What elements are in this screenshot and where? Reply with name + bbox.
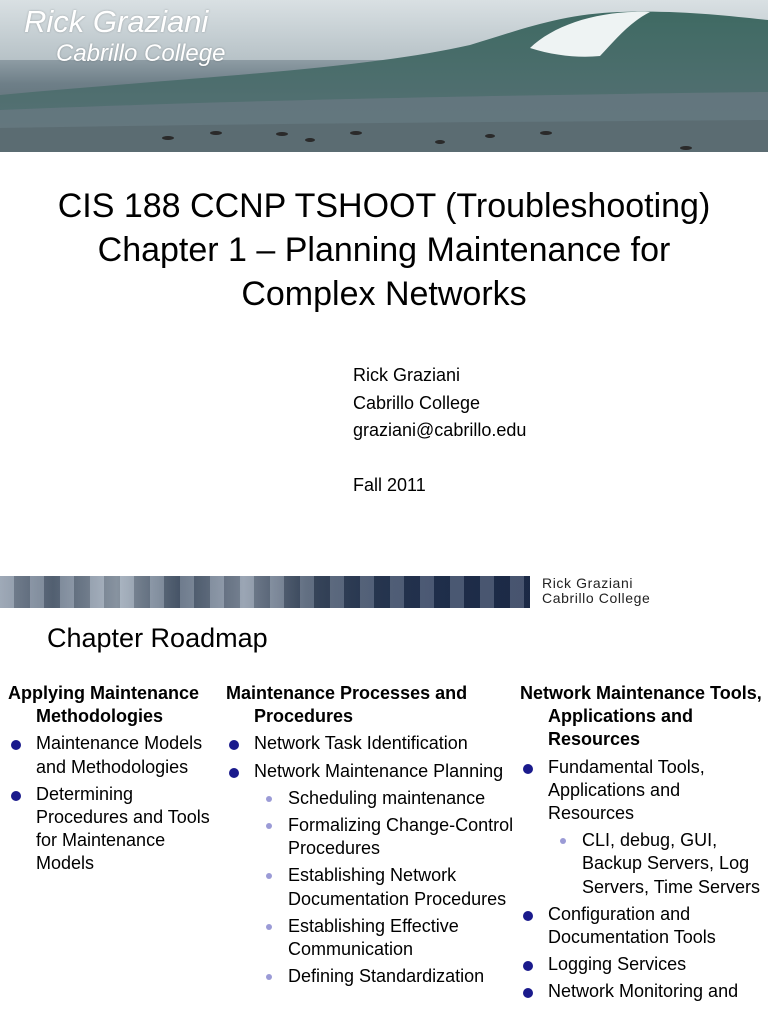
- title-line: Chapter 1 – Planning Maintenance for: [97, 231, 671, 269]
- roadmap-column-1: [8, 682, 218, 880]
- author-info: [353, 362, 526, 499]
- sub-bullet-icon: [266, 873, 272, 879]
- sub-list-item-text: Defining Standardization: [288, 966, 485, 987]
- list-item-text: Configuration and Documentation Tools: [548, 903, 716, 948]
- list-item-text: Fundamental Tools, Applications and Resources: [548, 756, 705, 824]
- list-item-text: Maintenance Models and Methodologies: [36, 733, 203, 777]
- info-email: graziani@cabrillo.edu: [353, 420, 527, 440]
- info-name: Rick Graziani: [353, 365, 461, 385]
- sub-list-item: [226, 915, 516, 961]
- title-line: Complex Networks: [241, 275, 527, 313]
- sub-bullet-icon: [266, 823, 272, 829]
- slide2-title: Chapter Roadmap: [47, 623, 268, 653]
- info-spacer: [353, 445, 526, 472]
- sub-bullet-icon: [266, 796, 272, 802]
- sub-bullet-icon: [560, 838, 566, 844]
- sub-list-item: [226, 814, 516, 860]
- bullet-icon: [523, 764, 533, 774]
- bullet-icon: [523, 911, 533, 921]
- banner-author: Rick Graziani: [24, 4, 209, 39]
- banner-author: Rick Graziani: [542, 576, 634, 591]
- list-item: [520, 980, 768, 1003]
- column-heading: Network Maintenance Tools, Applications and Resources: [520, 683, 762, 750]
- list-item-text: Determining Procedures and Tools for Maintenance Models: [36, 783, 210, 874]
- sub-list-item-text: Establishing Network Documentation Procedures: [288, 865, 507, 909]
- slide2-banner: [0, 576, 768, 608]
- bullet-icon: [11, 791, 21, 801]
- bullet-icon: [11, 740, 21, 750]
- banner-college: Cabrillo College: [542, 590, 651, 606]
- column-heading: Applying Maintenance Methodologies: [8, 683, 200, 727]
- list-item: [8, 732, 218, 778]
- list-item: [226, 760, 516, 783]
- roadmap-column-2: [226, 682, 516, 992]
- list-item: [520, 903, 768, 949]
- title-line: CIS 188 CCNP TSHOOT (Troubleshooting): [57, 187, 711, 225]
- list-item-text: Logging Services: [548, 954, 687, 975]
- list-item: [226, 732, 516, 755]
- banner-college: Cabrillo College: [56, 40, 226, 67]
- sub-list-item: [226, 787, 516, 810]
- sub-list-item-text: Scheduling maintenance: [288, 787, 486, 808]
- info-term: Fall 2011: [353, 474, 426, 495]
- list-item-text: Network Maintenance Planning: [254, 760, 504, 781]
- sub-list-item-text: Formalizing Change-Control Procedures: [288, 815, 514, 859]
- slide1-banner: [0, 0, 768, 152]
- bullet-icon: [523, 988, 533, 998]
- sub-bullet-icon: [266, 974, 272, 980]
- roadmap-column-3: [520, 682, 768, 1008]
- bullet-icon: [229, 740, 239, 750]
- info-college: Cabrillo College: [353, 392, 481, 413]
- sub-bullet-icon: [266, 924, 272, 930]
- sub-list-item: [520, 829, 768, 899]
- sub-list-item-text: CLI, debug, GUI, Backup Servers, Log Servers, Time Servers: [582, 830, 761, 897]
- sub-list-item-text: Establishing Effective Communication: [288, 915, 459, 960]
- list-item: [8, 783, 218, 876]
- slide1-title: [0, 184, 768, 316]
- column-heading: Maintenance Processes and Procedures: [226, 683, 468, 727]
- sub-list-item: [226, 965, 516, 988]
- banner-photo-strip: [0, 576, 530, 608]
- bullet-icon: [229, 768, 239, 778]
- list-item-text: Network Monitoring and: [548, 981, 739, 1002]
- list-item-text: Network Task Identification: [254, 733, 468, 754]
- list-item: [520, 953, 768, 976]
- list-item: [520, 756, 768, 826]
- sub-list-item: [226, 864, 516, 910]
- bullet-icon: [523, 961, 533, 971]
